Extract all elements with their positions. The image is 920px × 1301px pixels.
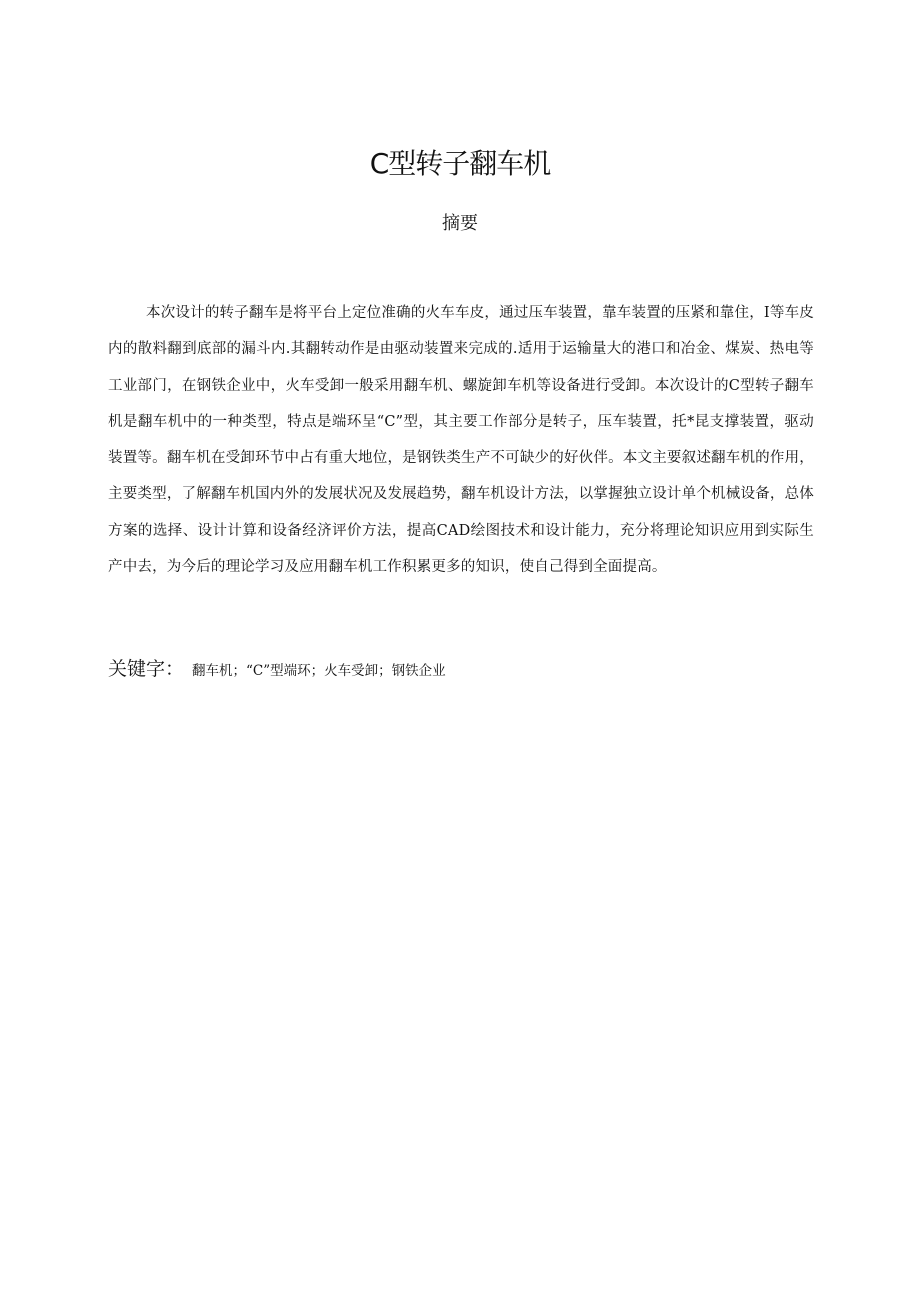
abstract-paragraph: 本次设计的转子翻车是将平台上定位准确的火车车皮，通过压车装置，靠车装置的压紧和靠住，I等车皮内的散料翻到底部的漏斗内.其翻转动作是由驱动装置来完成的.适用于运输量大的港口和冶金、煤炭、热电等工业部门，在钢铁企业中，火车受卸一般采用翻车机、螺旋卸车机等设备进行受卸。本次设计的C型转子翻车机是翻车机中的一种类型，特点是端环呈“C”型，其主要工作部分是转子，压车装置，托*昆支撑装置，驱动装置等。翻车机在受卸环节中占有重大地位，是钢铁类生产不可缺少的好伙伴。本文主要叙述翻车机的作用，主要类型，了解翻车机国内外的发展状况及发展趋势，翻车机设计方法，以掌握独立设计单个机械设备，总体方案的选择、设计计算和设备经济评价方法，提高CAD绘图技术和设计能力，充分将理论知识应用到实际生产中去，为今后的理论学习及应用翻车机工作积累更多的知识，使自己得到全面提高。 <box>108 305 814 576</box>
keywords-line <box>108 654 814 686</box>
keywords-label: 关键字： <box>108 658 185 680</box>
keywords-value: 翻车机；“C”型端环；火车受卸；钢铁企业 <box>192 663 446 679</box>
abstract-heading: 摘要 <box>442 213 478 234</box>
document-title: C型转子翻车机 <box>369 147 551 180</box>
